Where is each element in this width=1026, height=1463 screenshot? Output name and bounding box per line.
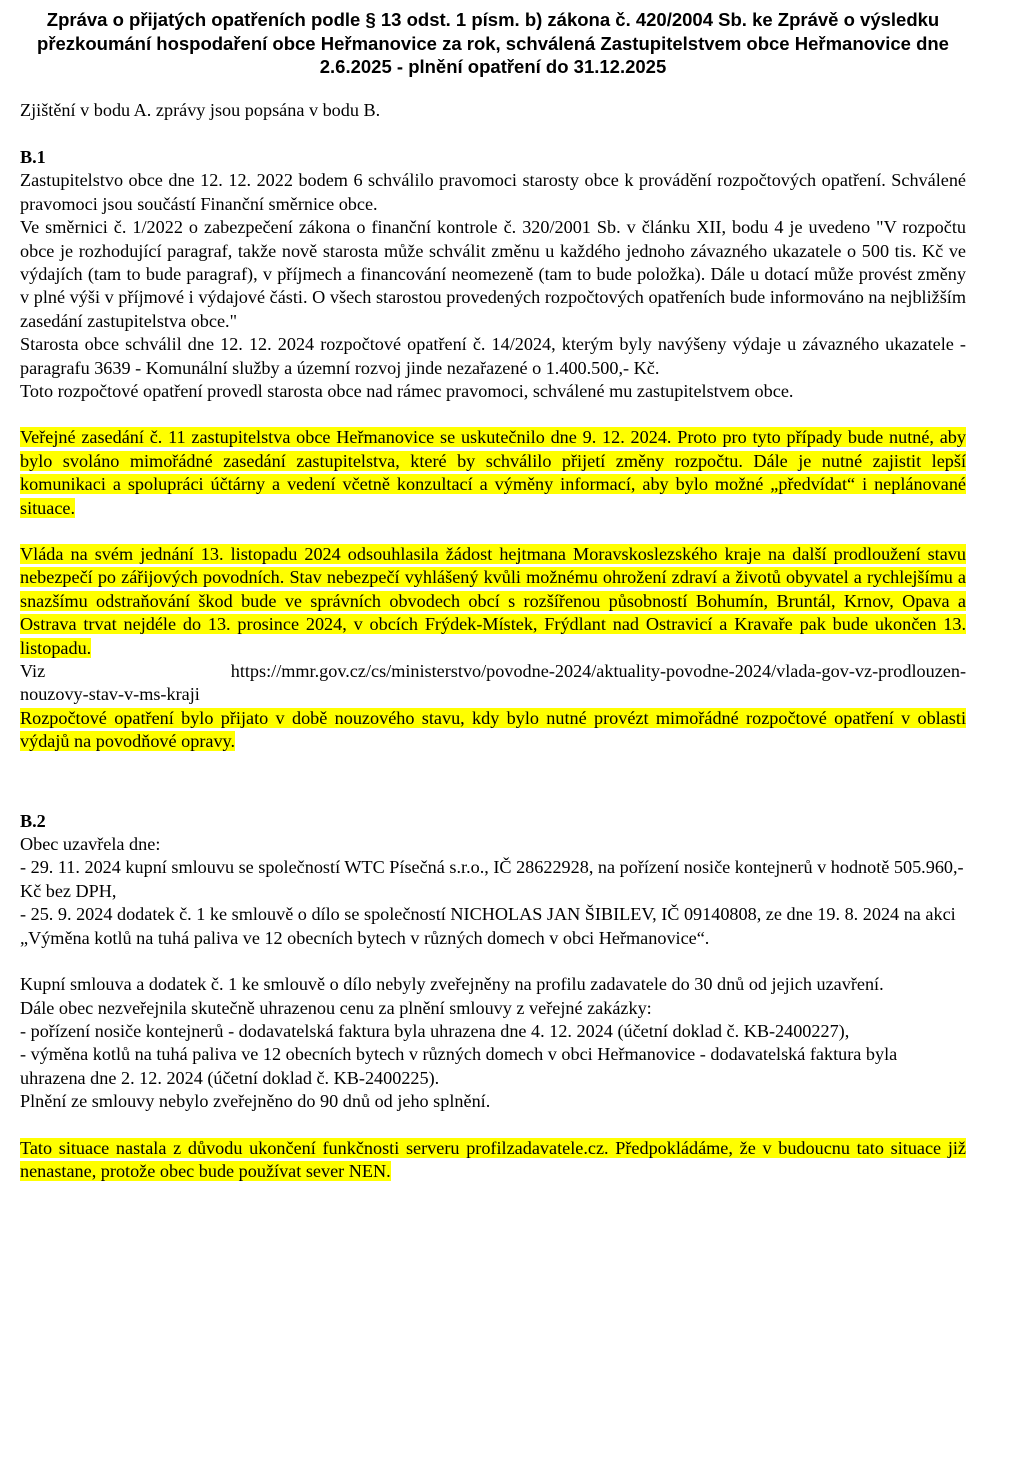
b2-line-8: Plnění ze smlouvy nebylo zveřejněno do 90 dnů od jeho splnění.: [20, 1091, 491, 1112]
b2-line-3: - 25. 9. 2024 dodatek č. 1 ke smlouvě o dílo se společností NICHOLAS JAN ŠIBILEV, IČ 09140808, ze dne 19. 8. 2024 na akci „Výměna kotlů na tuhá paliva ve 12 obecních bytech v různých domech v obci Heřmanovice“.: [20, 904, 956, 948]
b1-highlight-response-2: [20, 543, 966, 660]
viz-label: Viz: [20, 661, 46, 682]
b1-highlight-response-3: [20, 707, 966, 754]
section-b2-heading: B.2: [20, 810, 46, 831]
b2-line-1: Obec uzavřela dne:: [20, 834, 161, 855]
b2-line-4: Kupní smlouva a dodatek č. 1 ke smlouvě o dílo nebyly zveřejněny na profilu zadavatele do 30 dnů od jejich uzavření.: [20, 974, 884, 995]
viz-url-part-1[interactable]: https://mmr.gov.cz/cs/ministerstvo/povodne-2024/aktuality-povodne-2024/vlada-gov-vz-prodlouzen-: [230, 661, 966, 682]
b2-line-2: - 29. 11. 2024 kupní smlouvu se společností WTC Písečná s.r.o., IČ 28622928, na pořízení nosiče kontejnerů v hodnotě 505.960,- Kč bez DPH,: [20, 857, 964, 901]
b2-line-7: - výměna kotlů na tuhá paliva ve 12 obecních bytech v různých domech v obci Heřmanovice - dodavatelská faktura byla uhrazena dne 2. 12. 2024 (účetní doklad č. KB-2400225).: [20, 1044, 898, 1088]
viz-url-part-2[interactable]: nouzovy-stav-v-ms-kraji: [20, 684, 200, 705]
b1-paragraph-3: Starosta obce schválil dne 12. 12. 2024 rozpočtové opatření č. 14/2024, kterým byly navýšeny výdaje u závazného ukazatele - paragrafu 3639 - Komunální služby a územní rozvoj jinde nezařazené o 1.400.500,- Kč.: [20, 334, 966, 378]
b2-line-5: Dále obec nezveřejnila skutečně uhrazenou cenu za plnění smlouvy z veřejné zakázky:: [20, 997, 652, 1018]
b2-line-6: - pořízení nosiče kontejnerů - dodavatelská faktura byla uhrazena dne 4. 12. 2024 (účetní doklad č. KB-2400227),: [20, 1020, 850, 1041]
highlight-mark: Tato situace nastala z důvodu ukončení funkčnosti serveru profilzadavatele.cz. Předpokládáme, že v budoucnu tato situace již nenastane, protože obec bude používat sever NEN.: [20, 1137, 966, 1181]
b1-highlight-response-1: [20, 426, 966, 520]
highlight-mark: Vláda na svém jednání 13. listopadu 2024 odsouhlasila žádost hejtmana Moravskoslezského kraje na další prodloužení stavu nebezpečí po zářijových povodních. Stav nebezpečí vyhlášený kvůli možnému ohrožení zdraví a životů obyvatel a rychlejšímu a snazšímu odstraňování škod bude ve správních obvodech obcí s rozšířenou působností Bohumín, Bruntál, Krnov, Opava a Ostrava trvat nejdéle do 13. prosince 2024, v obcích Frýdek-Místek, Frýdlant nad Ostravicí a Kravaře pak bude ukončen 13. listopadu.: [20, 544, 966, 658]
highlight-mark: Rozpočtové opatření bylo přijato v době nouzového stavu, kdy bylo nutné provézt mimořádné rozpočtové opatření v oblasti výdajů na povodňové opravy.: [20, 707, 966, 752]
b1-paragraph-2: Ve směrnici č. 1/2022 o zabezpečení zákona o finanční kontrole č. 320/2001 Sb. v článku XII, bodu 4 je uvedeno "V rozpočtu obce je rozhodující paragraf, takže nově starosta může schválit změnu u každého jednoho závazného ukazatele o 500 tis. Kč ve výdajích (tam to bude paragraf), v příjmech a financování neomezeně (tam to bude položka). Dále u dotací může provést změny v plné výši v příjmové i výdajové části. O všech starostou provedených rozpočtových opatřeních bude informováno na nejbližším zasedání zastupitelstva obce.": [20, 217, 966, 331]
b1-paragraph-1: Zastupitelstvo obce dne 12. 12. 2022 bodem 6 schválilo pravomoci starosty obce k provádění rozpočtových opatření. Schválené pravomoci jsou součástí Finanční směrnice obce.: [20, 170, 966, 214]
b2-highlight-response: [20, 1137, 966, 1184]
intro-paragraph: Zjištění v bodu A. zprávy jsou popsána v bodu B.: [20, 99, 381, 120]
document-title: Zpráva o přijatých opatřeních podle § 13 odst. 1 písm. b) zákona č. 420/2004 Sb. ke Zprávě o výsledku přezkoumání hospodaření obce Heřmanovice za rok, schválená Zastupitelstvem obce Heřmanovice dne 2.6.2025 - plnění opatření do 31.12.2025: [37, 9, 949, 77]
viz-reference-line: [20, 660, 966, 683]
b1-paragraph-4: Toto rozpočtové opatření provedl starosta obce nad rámec pravomoci, schválené mu zastupitelstvem obce.: [20, 380, 794, 401]
highlight-mark: Veřejné zasedání č. 11 zastupitelstva obce Heřmanovice se uskutečnilo dne 9. 12. 2024. Proto pro tyto případy bude nutné, aby bylo svoláno mimořádné zasedání zastupitelstva, které by schválilo přijetí změny rozpočtu. Dále je nutné zajistit lepší komunikaci a spolupráci účtárny a vedení včetně konzultací a výměny informací, aby bylo možné „předvídat“ i neplánované situace.: [20, 427, 966, 518]
section-b1-heading: B.1: [20, 146, 46, 167]
